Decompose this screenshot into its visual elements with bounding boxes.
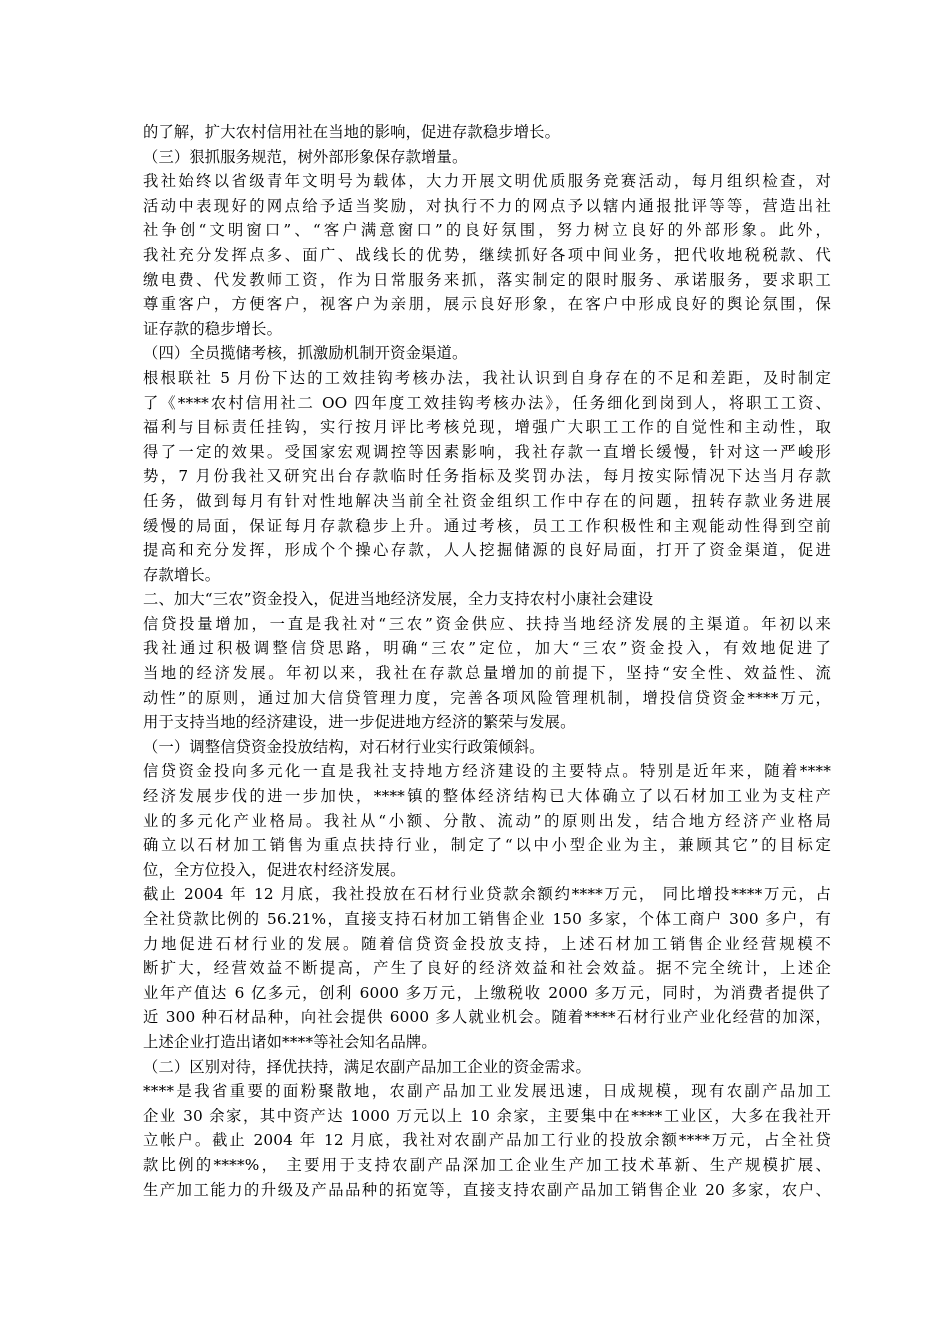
text-line: 势，7 月份我社又研究出台存款临时任务指标及奖罚办法，每月按实际情况下达当月存款	[143, 467, 831, 486]
text-line: 得了一定的效果。受国家宏观调控等因素影响，我社存款一直增长缓慢，针对这一严峻形	[143, 442, 831, 461]
text-line: 全社贷款比例的 56.21%，直接支持石材加工销售企业 150 多家，个体工商户 300 多户，有	[143, 910, 831, 928]
text-line: 立帐户。截止 2004 年 12 月底，我社对农副产品加工行业的投放余额****万元，占全社贷	[143, 1131, 831, 1150]
text-line: 福利与目标责任挂钩，实行按月评比考核兑现，增强广大职工工作的自觉性和主动性，取	[143, 418, 831, 437]
text-line: 企业 30 余家，其中资产达 1000 万元以上 10 余家，主要集中在****工业区，大多在我社开	[143, 1106, 831, 1125]
text-line: 尊重客户，方便客户，视客户为亲朋，展示良好形象，在客户中形成良好的舆论氛围，保	[143, 295, 831, 314]
text-line: 缴电费、代发教师工资，作为日常服务来抓，落实制定的限时服务、承诺服务，要求职工	[143, 270, 831, 289]
text-line: 款比例的****%， 主要用于支持农副产品深加工企业生产加工技术革新、生产规模扩展、	[143, 1155, 831, 1174]
text-line: 缓慢的局面，保证每月存款稳步上升。通过考核，员工工作积极性和主观能动性得到空前	[143, 516, 831, 535]
text-line: 力地促进石材行业的发展。随着信贷资金投放支持，上述石材加工销售企业经营规模不	[143, 934, 831, 953]
document-page	[143, 120, 831, 1202]
text-line: 生产加工能力的升级及产品品种的拓宽等，直接支持农副产品加工销售企业 20 多家，农户、	[143, 1180, 831, 1199]
text-line: 证存款的稳步增长。	[143, 319, 283, 338]
text-line: 的了解，扩大农村信用社在当地的影响，促进存款稳步增长。	[143, 123, 561, 141]
text-line: 位，全方位投入，促进农村经济发展。	[143, 860, 406, 879]
text-line: 确立以石材加工销售为重点扶持行业，制定了“以中小型企业为主，兼顾其它”的目标定	[143, 836, 831, 855]
text-line: 截止 2004 年 12 月底，我社投放在石材行业贷款余额约****万元， 同比增投****万元，占	[143, 885, 831, 904]
text-line: 业年产值达 6 亿多元，创利 6000 多万元，上缴税收 2000 多万元，同时，为消费者提供了	[143, 983, 831, 1002]
text-line: 提高和充分发挥，形成个个操心存款，人人挖掘储源的良好局面，打开了资金渠道，促进	[143, 541, 831, 560]
text-line: 我社通过积极调整信贷思路，明确“三农”定位，加大“三农”资金投入，有效地促进了	[143, 639, 831, 658]
text-line: 社争创“文明窗口”、“客户满意窗口”的良好氛围，努力树立良好的外部形象。此外，	[143, 221, 831, 240]
text-line: （二）区别对待，择优扶持，满足农副产品加工企业的资金需求。	[143, 1057, 591, 1076]
text-line: （四）全员揽储考核，抓激励机制开资金渠道。	[143, 344, 468, 363]
text-line: 断扩大，经营效益不断提高，产生了良好的经济效益和社会效益。据不完全统计，上述企	[143, 959, 831, 978]
text-line: 存款增长。	[143, 565, 221, 584]
text-line: 动性”的原则，通过加大信贷管理力度，完善各项风险管理机制，增投信贷资金****万元，	[143, 688, 831, 707]
text-line: 二、加大“三农”资金投入，促进当地经济发展，全力支持农村小康社会建设	[143, 590, 654, 609]
text-line: 活动中表现好的网点给予适当奖励，对执行不力的网点予以辖内通报批评等等，营造出社	[143, 196, 831, 215]
text-line: 了《****农村信用社二 OO 四年度工效挂钩考核办法》，任务细化到岗到人，将职工工资、	[143, 393, 831, 412]
text-line: 信贷资金投向多元化一直是我社支持地方经济建设的主要特点。特别是近年来，随着****	[143, 762, 831, 781]
text-line: 根根联社 5 月份下达的工效挂钩考核办法，我社认识到自身存在的不足和差距，及时制定	[143, 368, 831, 387]
text-line: 用于支持当地的经济建设，进一步促进地方经济的繁荣与发展。	[143, 713, 576, 732]
text-line: 我社始终以省级青年文明号为载体，大力开展文明优质服务竞赛活动，每月组织检查，对	[143, 172, 831, 191]
text-line: 上述企业打造出诸如****等社会知名品牌。	[143, 1032, 437, 1051]
text-line: ****是我省重要的面粉聚散地，农副产品加工业发展迅速，日成规模，现有农副产品加工	[143, 1082, 831, 1101]
text-line: 我社充分发挥点多、面广、战线长的优势，继续抓好各项中间业务，把代收地税税款、代	[143, 245, 831, 264]
text-line: 近 300 种石材品种，向社会提供 6000 多人就业机会。随着****石材行业产业化经营的加深，	[143, 1008, 831, 1027]
text-line: 信贷投量增加，一直是我社对“三农”资金供应、扶持当地经济发展的主渠道。年初以来	[143, 614, 831, 633]
text-line: （三）狠抓服务规范，树外部形象保存款增量。	[143, 147, 468, 166]
text-line: （一）调整信贷资金投放结构，对石材行业实行政策倾斜。	[143, 737, 545, 756]
text-line: 业的多元化产业格局。我社从“小额、分散、流动”的原则出发，结合地方经济产业格局	[143, 811, 831, 830]
text-line: 任务，做到每月有针对性地解决当前全社资金组织工作中存在的问题，扭转存款业务进展	[143, 491, 831, 510]
text-line: 当地的经济发展。年初以来，我社在存款总量增加的前提下，坚持“安全性、效益性、流	[143, 664, 831, 683]
text-line: 经济发展步伐的进一步加快，****镇的整体经济结构已大体确立了以石材加工业为支柱产	[143, 787, 831, 806]
